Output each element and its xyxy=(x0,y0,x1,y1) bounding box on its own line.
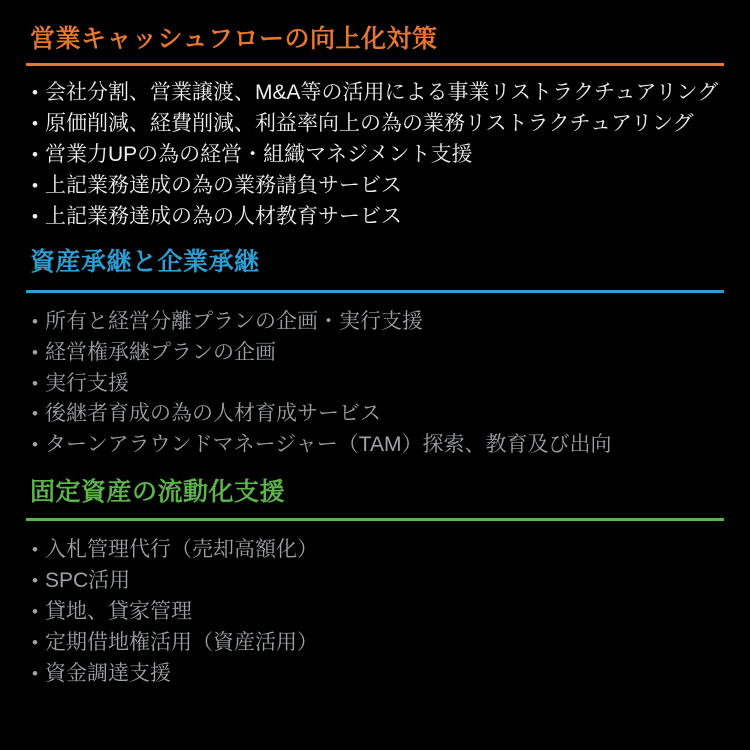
section-divider xyxy=(26,63,724,66)
list-item-label: ターンアラウンドマネージャー（TAM）探索、教育及び出向 xyxy=(45,433,612,457)
section-heading: 固定資産の流動化支援 xyxy=(30,478,286,507)
list-item xyxy=(32,202,724,233)
list-item xyxy=(32,140,724,171)
section-divider xyxy=(26,290,724,293)
list-item xyxy=(32,628,724,659)
list-item xyxy=(32,659,724,690)
bullet-icon: • xyxy=(32,632,38,652)
list-item-label: 後継者育成の為の人材育成サービス xyxy=(45,402,381,426)
bullet-icon: • xyxy=(32,342,38,362)
list-item-label: 実行支援 xyxy=(45,371,129,395)
list-item-label: 定期借地権活用（資産活用） xyxy=(45,630,318,654)
list-item xyxy=(32,338,724,369)
section-operating-cash-flow xyxy=(26,24,724,233)
list-item-label: 上記業務達成の為の業務請負サービス xyxy=(45,173,402,197)
bullet-icon: • xyxy=(32,404,38,424)
bullet-icon: • xyxy=(32,540,38,560)
bullet-icon: • xyxy=(32,83,38,103)
list-item-label: 所有と経営分離プランの企画・実行支援 xyxy=(45,309,423,333)
list-item xyxy=(32,535,724,566)
list-item-label: 原価削減、経費削減、利益率向上の為の業務リストラクチュアリング xyxy=(45,112,694,136)
list-item-label: 上記業務達成の為の人材教育サービス xyxy=(45,204,402,228)
bullet-icon: • xyxy=(32,206,38,226)
list-item-label: 経営権承継プランの企画 xyxy=(45,340,276,364)
section-asset-business-succession xyxy=(26,247,724,462)
list-item-label: 営業力UPの為の経営・組織マネジメント支援 xyxy=(45,142,473,166)
list-item xyxy=(32,307,724,338)
section-item-list xyxy=(26,307,724,461)
list-item xyxy=(32,171,724,202)
section-heading: 営業キャッシュフローの向上化対策 xyxy=(30,25,438,53)
bullet-icon: • xyxy=(32,663,38,683)
list-item xyxy=(32,597,724,628)
list-item-label: SPC活用 xyxy=(45,569,131,593)
list-item-label: 貸地、貸家管理 xyxy=(45,600,192,624)
list-item-label: 資金調達支援 xyxy=(45,661,171,685)
bullet-icon: • xyxy=(32,435,38,455)
list-item xyxy=(32,399,724,430)
list-item xyxy=(32,430,724,461)
bullet-icon: • xyxy=(32,175,38,195)
bullet-icon: • xyxy=(32,114,38,134)
bullet-icon: • xyxy=(32,144,38,164)
list-item xyxy=(32,109,724,140)
bullet-icon: • xyxy=(32,373,38,393)
list-item-label: 会社分割、営業譲渡、M&A等の活用による事業リストラクチュアリング xyxy=(45,81,719,105)
section-fixed-asset-liquidation xyxy=(26,477,724,690)
list-item xyxy=(32,78,724,109)
list-item xyxy=(32,369,724,400)
section-divider xyxy=(26,518,724,521)
list-item-label: 入札管理代行（売却高額化） xyxy=(45,538,318,562)
section-item-list xyxy=(26,535,724,689)
bullet-icon: • xyxy=(32,571,38,591)
bullet-icon: • xyxy=(32,602,38,622)
list-item xyxy=(32,566,724,597)
section-item-list xyxy=(26,78,724,232)
bullet-icon: • xyxy=(32,311,38,331)
section-heading: 資産承継と企業承継 xyxy=(30,247,260,276)
